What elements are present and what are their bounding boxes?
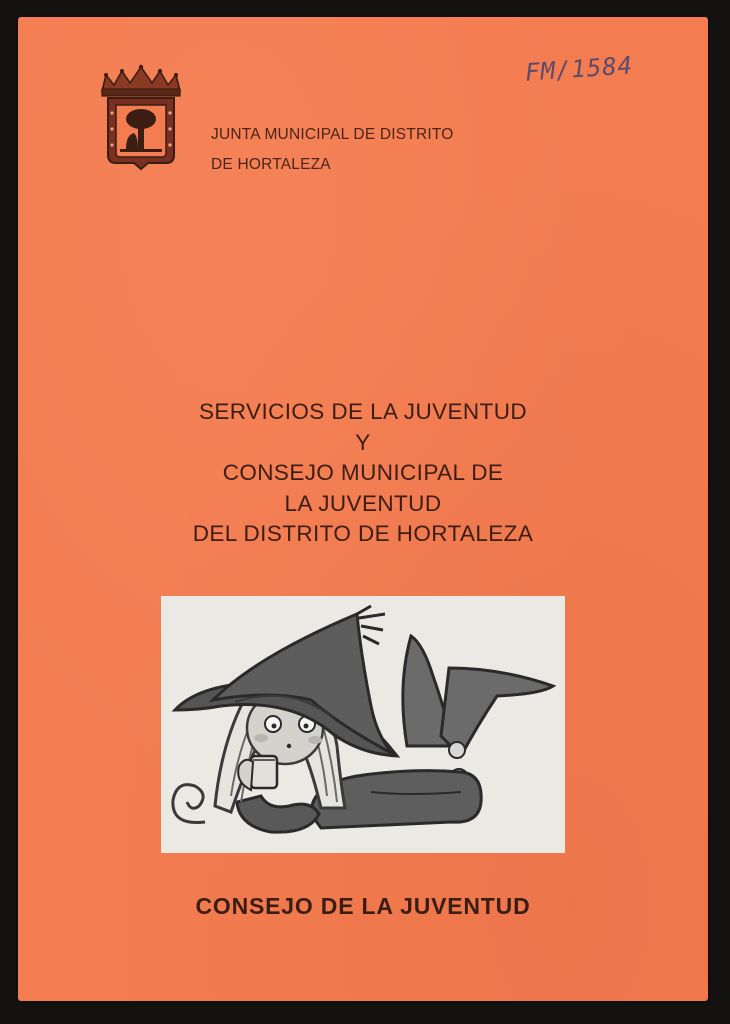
handwritten-shelfmark: FM/1584 — [524, 51, 635, 87]
title-line-3: CONSEJO MUNICIPAL DE — [222, 460, 504, 485]
title-line-1: SERVICIOS DE LA JUVENTUD — [198, 399, 528, 424]
title-line-4: LA JUVENTUD — [284, 490, 442, 516]
brochure-cover — [18, 17, 708, 1001]
coat-of-arms-icon — [96, 63, 186, 173]
witch-girl-illustration — [161, 596, 565, 853]
institution-line-2: DE HORTALEZA — [211, 156, 331, 173]
title-line-5: DEL DISTRITO DE HORTALEZA — [192, 521, 534, 546]
title-line-2: Y — [355, 429, 371, 455]
institution-name — [211, 120, 454, 180]
footer-title: CONSEJO DE LA JUVENTUD — [195, 893, 531, 919]
institution-line-1: JUNTA MUNICIPAL DE DISTRITO — [211, 126, 454, 143]
main-title — [18, 397, 708, 550]
